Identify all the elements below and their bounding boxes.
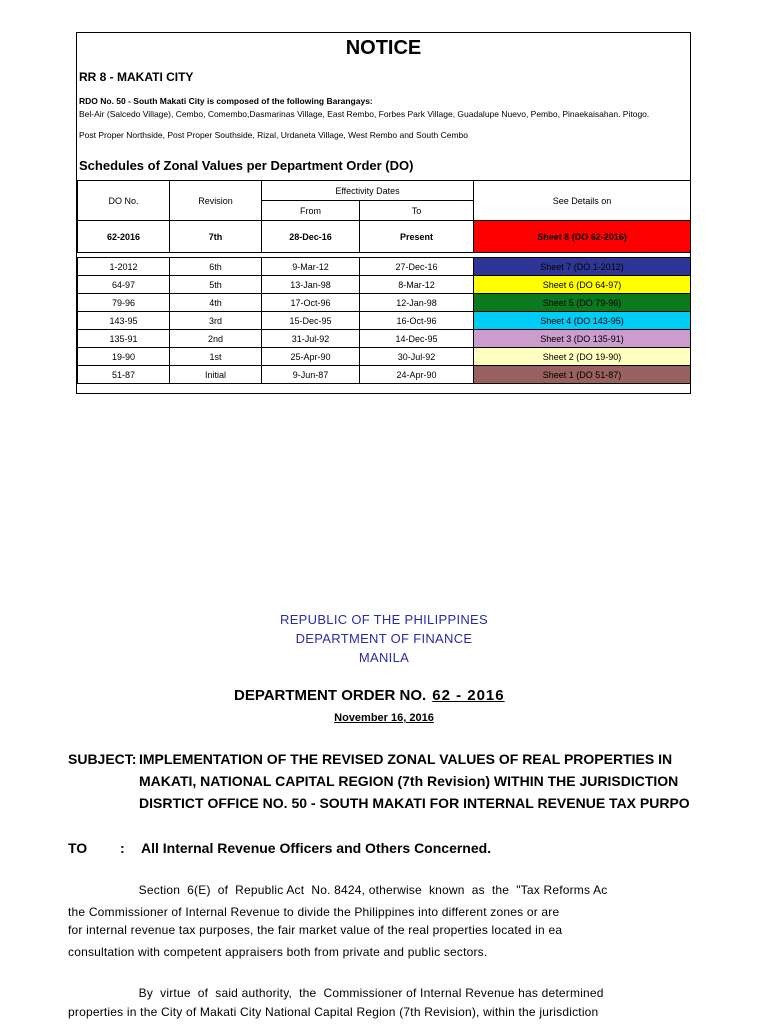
to-colon: : xyxy=(120,840,125,856)
paragraph-1-line-3: for internal revenue tax purposes, the fair market value of the real properties located in ea xyxy=(68,923,563,937)
cell-to: 8-Mar-12 xyxy=(360,276,474,294)
table-header-row xyxy=(78,181,691,201)
cell-revision: Initial xyxy=(170,366,262,384)
header-to: To xyxy=(360,201,474,221)
sheet-link[interactable]: Sheet 8 (DO 62-2016) xyxy=(474,221,691,253)
sheet-link[interactable]: Sheet 3 (DO 135-91) xyxy=(474,330,691,348)
paragraph-2-line-2: properties in the City of Makati City National Capital Region (7th Revision), within the jurisdiction xyxy=(68,1005,599,1019)
cell-to: 14-Dec-95 xyxy=(360,330,474,348)
sheet-link[interactable]: Sheet 7 (DO 1-2012) xyxy=(474,258,691,276)
order-number: 62 - 2016 xyxy=(432,687,505,704)
sheet-link[interactable]: Sheet 1 (DO 51-87) xyxy=(474,366,691,384)
subject-line-1: IMPLEMENTATION OF THE REVISED ZONAL VALUES OF REAL PROPERTIES IN xyxy=(139,751,673,767)
zonal-values-table xyxy=(77,180,691,384)
cell-to: 27-Dec-16 xyxy=(360,258,474,276)
cell-do: 62-2016 xyxy=(78,221,170,253)
subject-line-3: DISRTICT OFFICE NO. 50 - SOUTH MAKATI FOR INTERNAL REVENUE TAX PURPO xyxy=(139,795,690,811)
paragraph-1-line-4: consultation with competent appraisers both from private and public sectors. xyxy=(68,945,488,959)
cell-from: 9-Mar-12 xyxy=(262,258,360,276)
sheet-link[interactable]: Sheet 6 (DO 64-97) xyxy=(474,276,691,294)
cell-from: 31-Jul-92 xyxy=(262,330,360,348)
sheet-link[interactable]: Sheet 5 (DO 79-96) xyxy=(474,294,691,312)
header-revision: Revision xyxy=(170,181,262,221)
paragraph-2-line-1: By virtue of said authority, the Commissioner of Internal Revenue has determined xyxy=(68,986,604,1000)
to-recipients: All Internal Revenue Officers and Others Concerned. xyxy=(141,840,492,856)
cell-do: 135-91 xyxy=(78,330,170,348)
cell-to: 24-Apr-90 xyxy=(360,366,474,384)
table-row xyxy=(78,348,691,366)
cell-do: 64-97 xyxy=(78,276,170,294)
cell-to: 12-Jan-98 xyxy=(360,294,474,312)
sheet-link[interactable]: Sheet 4 (DO 143-95) xyxy=(474,312,691,330)
notice-title: NOTICE xyxy=(345,37,422,59)
notice-box xyxy=(76,32,691,394)
cell-do: 19-90 xyxy=(78,348,170,366)
table-row xyxy=(78,312,691,330)
cell-revision: 7th xyxy=(170,221,262,253)
sheet-link[interactable]: Sheet 2 (DO 19-90) xyxy=(474,348,691,366)
header-department: DEPARTMENT OF FINANCE xyxy=(295,631,473,646)
header-details: See Details on xyxy=(474,181,691,221)
schedule-title: Schedules of Zonal Values per Department Order (DO) xyxy=(79,158,414,173)
table-row xyxy=(78,294,691,312)
barangay-list-2: Post Proper Northside, Post Proper Southside, Rizal, Urdaneta Village, West Rembo and South Cembo xyxy=(79,130,468,140)
header-from: From xyxy=(262,201,360,221)
cell-do: 143-95 xyxy=(78,312,170,330)
table-row-current xyxy=(78,221,691,253)
cell-from: 13-Jan-98 xyxy=(262,276,360,294)
table-row xyxy=(78,330,691,348)
cell-revision: 2nd xyxy=(170,330,262,348)
cell-revision: 1st xyxy=(170,348,262,366)
table-row xyxy=(78,276,691,294)
order-date: November 16, 2016 xyxy=(334,712,434,724)
paragraph-1-line-2: the Commissioner of Internal Revenue to divide the Philippines into different zones or are xyxy=(68,905,560,919)
cell-do: 51-87 xyxy=(78,366,170,384)
cell-from: 9-Jun-87 xyxy=(262,366,360,384)
cell-to: 30-Jul-92 xyxy=(360,348,474,366)
barangay-list-1: Bel-Air (Salcedo Village), Cembo, Comembo,Dasmarinas Village, East Rembo, Forbes Park Village, Guadalupe Nuevo, Pembo, Pinaekaisahan. Pitogo. xyxy=(79,109,650,119)
table-row xyxy=(78,258,691,276)
cell-from: 25-Apr-90 xyxy=(262,348,360,366)
order-title xyxy=(234,687,505,704)
subject-line-2: MAKATI, NATIONAL CAPITAL REGION (7th Revision) WITHIN THE JURISDICTION xyxy=(139,773,679,789)
table-body xyxy=(78,258,691,384)
to-label: TO xyxy=(68,840,88,856)
cell-to: 16-Oct-96 xyxy=(360,312,474,330)
header-do-no: DO No. xyxy=(78,181,170,221)
header-city: MANILA xyxy=(358,650,410,665)
cell-from: 28-Dec-16 xyxy=(262,221,360,253)
paragraph-1-line-1: Section 6(E) of Republic Act No. 8424, otherwise known as the "Tax Reforms Ac xyxy=(68,883,608,897)
cell-do: 1-2012 xyxy=(78,258,170,276)
order-title-prefix: DEPARTMENT ORDER NO. xyxy=(234,687,427,704)
cell-revision: 4th xyxy=(170,294,262,312)
cell-do: 79-96 xyxy=(78,294,170,312)
region-label: RR 8 - MAKATI CITY xyxy=(79,70,194,84)
cell-from: 15-Dec-95 xyxy=(262,312,360,330)
header-effectivity: Effectivity Dates xyxy=(262,181,474,201)
cell-from: 17-Oct-96 xyxy=(262,294,360,312)
table-row xyxy=(78,366,691,384)
subject-label: SUBJECT: xyxy=(68,751,137,767)
cell-revision: 5th xyxy=(170,276,262,294)
rdo-description: RDO No. 50 - South Makati City is composed of the following Barangays: xyxy=(79,96,373,106)
cell-revision: 3rd xyxy=(170,312,262,330)
cell-to: Present xyxy=(360,221,474,253)
cell-revision: 6th xyxy=(170,258,262,276)
header-republic: REPUBLIC OF THE PHILIPPINES xyxy=(280,612,488,627)
